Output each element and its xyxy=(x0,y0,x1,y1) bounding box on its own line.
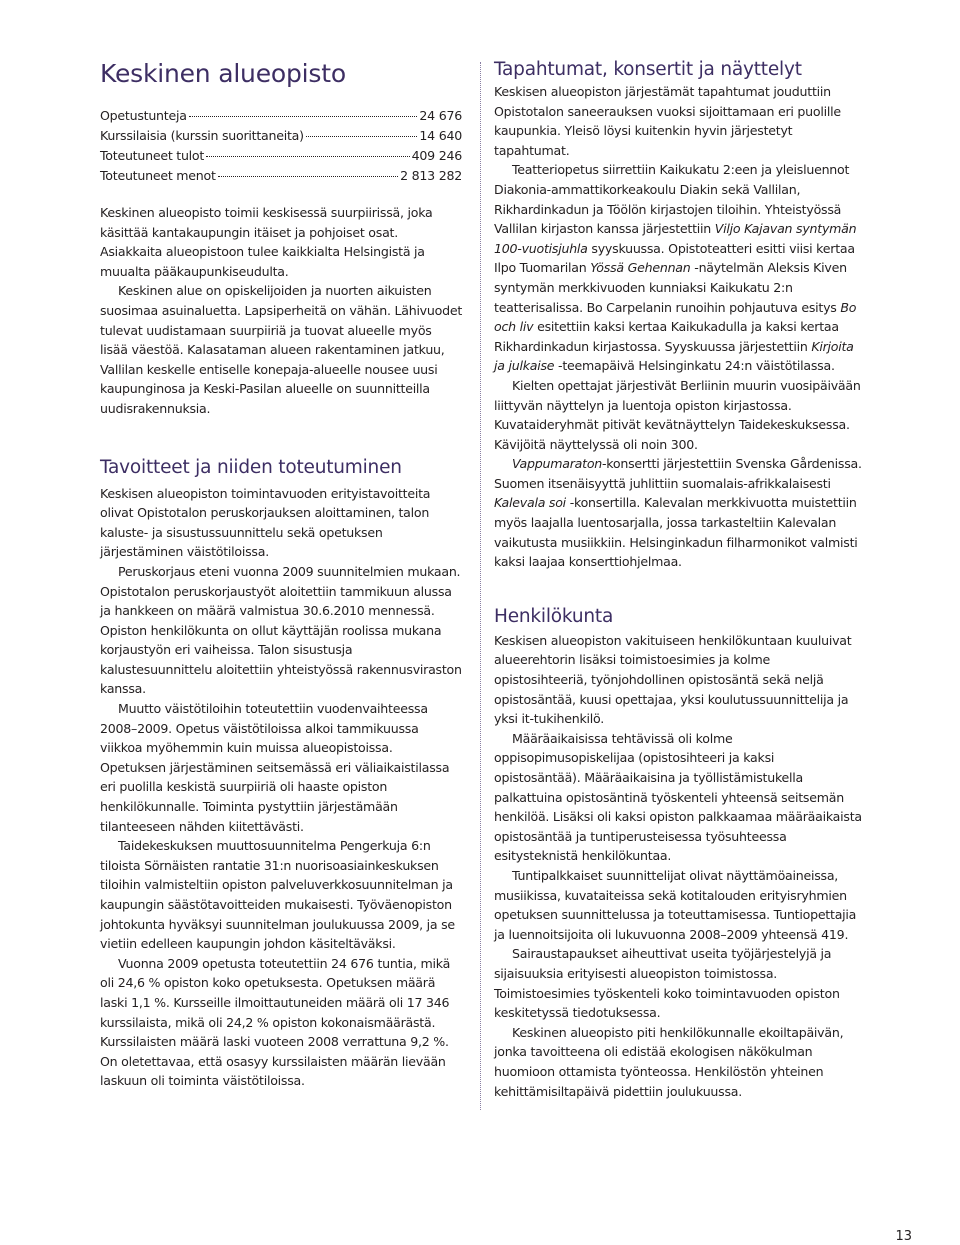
dot-leader xyxy=(218,176,398,177)
text-run: Teatteriopetus siirrettiin Kaikukatu 2:een ja yleisluennot Diakonia-ammattikorkeakoulu Diakin sekä Vallilan, Rikhardinkadun ja Töölön kirjastojen tiloihin. Yhteistyössä Vallilan kirjaston kanssa järjestettiin xyxy=(494,162,850,237)
section-title-goals: Tavoitteet ja niiden toteutuminen xyxy=(100,456,402,478)
events-paragraph-4 xyxy=(494,454,862,572)
italic-title: Kalevala soi xyxy=(494,495,566,511)
page-title: Keskinen alueopisto xyxy=(100,59,346,88)
text-run: syyskuussa. Opistoteatteri esitti viisi kertaa Ilpo Tuomarilan xyxy=(494,240,855,276)
stat-label: Kurssilaisia (kurssin suorittaneita) xyxy=(100,128,304,143)
stat-value: 14 640 xyxy=(419,128,462,143)
staff-paragraph-1: Keskisen alueopiston vakituiseen henkilökuntaan kuuluivat alueerehtorin lisäksi toimistoesimies ja kolme opistosihteeriä, työnjohdollinen opistosäntä sekä neljä opistosäntää, kuusi opettajaa, yksi koulutussuunnittelija ja yksi it-tukihenkilö. xyxy=(494,632,852,727)
page-number: 13 xyxy=(895,1229,912,1244)
stat-label: Opetustunteja xyxy=(100,108,187,123)
goals-paragraph-1: Keskisen alueopiston toimintavuoden erityistavoitteita olivat Opistotalon peruskorjauksen aloittaminen, talon kaluste- ja sisustussuunnittelu sekä opetuksen järjestäminen väistötiloissa. xyxy=(100,485,431,560)
text-run: -konsertilla. Kalevalan merkkivuotta muistettiin myös laajalla luentosarjalla, jossa tarkasteltiin Kalevalan vaikutusta musiikkiin. Helsinginkadun filharmonikot valmisti kaksi laajaa konserttiohjelmaa. xyxy=(494,495,858,570)
text-run: -näytelmän Aleksis Kiven syntymän merkkivuoden kunniaksi Kaikukatu 2:n teatterisalissa. Bo Carpelanin runoihin pohjautuva esitys xyxy=(494,260,847,315)
italic-title: Viljo Kajavan syntymän 100-vuotisjuhla xyxy=(494,221,857,256)
text-run: esitettiin kaksi kertaa Kaikukadulla ja kaksi kertaa Rikhardinkadun kirjastossa. Syyskuussa järjestettiin xyxy=(494,319,839,354)
stat-row xyxy=(100,106,462,126)
intro-paragraph-2: Keskinen alue on opiskelijoiden ja nuorten aikuisten suosimaa asuinaluetta. Lapsiperheitä on vähän. Lähivuodet tulevat uudistamaan suurpiiriä ja tuovat alueelle myös lisää väestöä. Kalasataman alueen rakentaminen jatkuu, Vallilan keskelle entiselle konepaja-alueelle nousee uusi kaupunginosa ja Keski-Pasilan alueelle on suunnitteilla uudisrakennuksia. xyxy=(100,283,463,416)
dot-leader xyxy=(306,136,418,137)
events-paragraph-3: Kielten opettajat järjestivät Berliinin muurin vuosipäivään liittyvän näyttelyn ja luentoja opiston kirjastossa. Kuvataideryhmät pitivät kevätnäyttelyn Taidekeskuksessa. Kävijöitä näyttelyssä oli noin 300. xyxy=(494,377,861,452)
italic-title: Kirjoita ja julkaise xyxy=(494,338,854,374)
events-paragraph-2 xyxy=(494,160,862,376)
left-column xyxy=(100,0,462,1091)
events-paragraph-1: Keskisen alueopiston järjestämät tapahtumat jouduttiin Opistotalon saneerauksen vuoksi sijoittamaan eri puolille kaupunkia. Yleisö löysi kuitenkin hyvin järjestetyt tapahtumat. xyxy=(494,84,841,158)
stat-value: 2 813 282 xyxy=(400,168,462,183)
dot-leader xyxy=(189,116,418,117)
stat-row xyxy=(100,166,462,186)
intro-paragraph-1: Keskinen alueopisto toimii keskisessä suurpiirissä, joka käsittää kantakaupungin itäiset ja pohjoiset osat. Asiakkaita alueopistoon tulee kaikkialta Helsingistä ja muualta pääkaupunkiseudulta. xyxy=(100,205,433,279)
text-run: -teemapäivä Helsinginkatu 24:n väistötilassa. xyxy=(554,358,835,374)
stat-row xyxy=(100,146,462,166)
italic-title: Bo och liv xyxy=(494,299,857,335)
stat-label: Toteutuneet tulot xyxy=(100,148,205,163)
goals-paragraph-3: Muutto väistötiloihin toteutettiin vuodenvaihteessa 2008–2009. Opetus väistötiloissa alkoi tammikuussa viikkoa myöhemmin kuin muissa alueopistoissa. Opetuksen järjestäminen seitsemässä eri väliaikaistilassa eri puolilla keskistä suurpiiriä oli haaste opiston henkilökunnalle. Toiminta pystyttiin järjestämään tilanteeseen nähden kiitettävästi. xyxy=(100,701,450,834)
goals-paragraph-4: Taidekeskuksen muuttosuunnitelma Pengerkuja 6:n tiloista Sörnäisten rantatie 31:n nuorisoasiainkeskuksen tiloihin valmisteltiin opiston palveluverkkosuunnitelman ja kaupungin säästötavoitteiden mukaisesti. Työväenopiston johtokunta hyväksyi suunnitelman joulukuussa 2009, ja se vietiin edelleen kaupungin johdon käsiteltäväksi. xyxy=(100,838,455,952)
stat-value: 24 676 xyxy=(419,108,462,123)
section-title-events: Tapahtumat, konsertit ja näyttelyt xyxy=(494,59,802,80)
section-title-staff: Henkilökunta xyxy=(494,605,614,627)
stats-list xyxy=(100,106,462,186)
goals-paragraph-2: Peruskorjaus eteni vuonna 2009 suunnitelmien mukaan. Opistotalon peruskorjaustyöt aloitettiin tammikuun alussa ja hankkeen on määrä valmistua 30.6.2010 mennessä. Opiston henkilökunta on ollut käyttäjän roolissa mukana korjaustyön eri vaiheissa. Talon sisustusja kalustesuunnittelu aloitettiin yhteistyössä rakennusviraston kanssa. xyxy=(100,563,462,697)
stat-label: Toteutuneet menot xyxy=(100,168,216,183)
goals-paragraph-5: Vuonna 2009 opetusta toteutettiin 24 676 tuntia, mikä oli 24,6 % opiston koko opetuksesta. Opetuksen määrä laski 1,1 %. Kursseille ilmoittautuneiden määrä oli 17 346 kurssilaista, mikä oli 24,2 % opiston kokonaismäärästä. Kurssilaisten määrä laski vuoteen 2008 verrattuna 9,2 %. On oletettavaa, että osasyy kurssilaisten määrän lievään laskuun oli toiminta väistötiloissa. xyxy=(100,955,451,1089)
staff-paragraph-2: Määräaikaisissa tehtävissä oli kolme oppisopimusopiskelijaa (opistosihteeri ja kaksi opistosäntää). Määräaikaisina ja työllistämistukella palkattuina opistosäntinä työskenteli yhteensä seitsemän henkilöä. Lisäksi oli kaksi opiston palkkaamaa määräaikaista opistosäntää ja tuntiperusteisessa työsuhteessa esitysteknistä henkilökuntaa. xyxy=(494,730,862,864)
staff-paragraph-4: Sairaustapaukset aiheuttivat useita työjärjestelyjä ja sijaisuuksia erityisesti alueopiston toimistossa. Toimistoesimies työskenteli koko toimintavuoden opiston keskitetyssä tiedotuksessa. xyxy=(494,946,840,1021)
text-run: -konsertti järjestettiin Svenska Gårdenissa. Suomen itsenäisyyttä juhlittiin suomalais-afrikkalaisesti xyxy=(494,456,862,491)
stat-value: 409 246 xyxy=(411,148,462,163)
italic-title: Yössä Gehennan xyxy=(590,260,691,276)
stat-row xyxy=(100,126,462,146)
italic-title: Vappumaraton xyxy=(512,456,603,472)
staff-paragraph-3: Tuntipalkkaiset suunnittelijat olivat näyttämöaineissa, musiikissa, kuvataiteissa sekä kotitalouden erityisryhmien opetuksen suunnittelussa ja toteuttamisessa. Tuntiopettajia ja luennoitsijoita oli lukuvuonna 2008–2009 yhteensä 419. xyxy=(494,867,857,942)
staff-paragraph-5: Keskinen alueopisto piti henkilökunnalle ekoiltapäivän, jonka tavoitteena oli edistää ekologisen näkökulman huomioon ottamista työnteossa. Henkilöstön yhteinen kehittämisiltapäivä pidettiin joulukuussa. xyxy=(494,1024,844,1099)
right-column xyxy=(494,0,862,1101)
dot-leader xyxy=(206,156,410,157)
column-divider xyxy=(480,62,481,1110)
